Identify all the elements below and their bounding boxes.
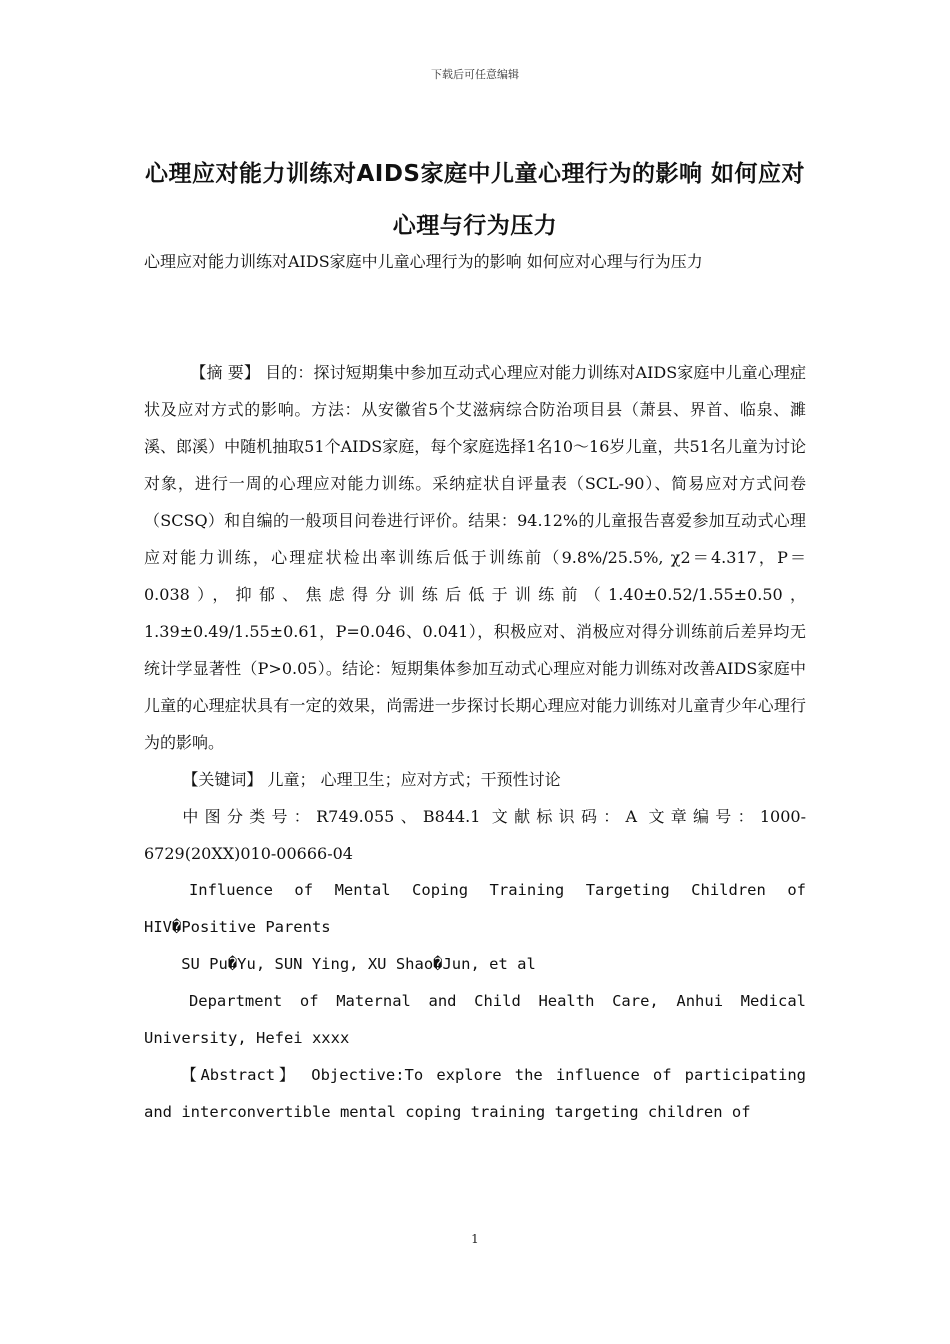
abstract-chinese: 【摘 要】 目的：探讨短期集中参加互动式心理应对能力训练对AIDS家庭中儿童心理症状及应对方式的影响。方法：从安徽省5个艾滋病综合防治项目县（萧县、界首、临泉、濉溪、郎溪）中随机抽取51个AIDS家庭，每个家庭选择1名10～16岁儿童，共51名儿童为讨论对象，进行一周的心理应对能力训练。采纳症状自评量表（SCL-90）、简易应对方式问卷（SCSQ）和自编的一般项目问卷进行评价。结果：94.12%的儿童报告喜爱参加互动式心理应对能力训练，心理症状检出率训练后低于训练前（9.8%/25.5%, χ2＝4.317，P＝0.038），抑郁、焦虑得分训练后低于训练前（1.40±0.52/1.55±0.50，1.39±0.49/1.55±0.61，P=0.046、0.041），积极应对、消极应对得分训练前后差异均无统计学显著性（P>0.05）。结论：短期集体参加互动式心理应对能力训练对改善AIDS家庭中儿童的心理症状具有一定的效果，尚需进一步探讨长期心理应对能力训练对儿童青少年心理行为的影响。 (144, 363, 806, 752)
classification-info: 中图分类号：R749.055、B844.1 文献标识码：A 文章编号：1000-6729(20XX)010-00666-04 (144, 807, 806, 863)
english-title: Influence of Mental Coping Training Targeting Children of HIV�Positive Parents (144, 881, 806, 936)
page-header-note: 下载后可任意编辑 (431, 68, 519, 81)
document-subtitle: 心理应对能力训练对AIDS家庭中儿童心理行为的影响 如何应对心理与行为压力 (144, 252, 703, 271)
english-abstract: 【Abstract】 Objective:To explore the influence of participating and interconvertible mental coping training targeting children of (144, 1066, 806, 1121)
document-title: 心理应对能力训练对AIDS家庭中儿童心理行为的影响 如何应对心理与行为压力 (144, 161, 806, 239)
english-authors: SU Pu�Yu, SUN Ying, XU Shao�Jun, et al (181, 955, 536, 973)
page-number: 1 (471, 1232, 479, 1246)
abstract-section (144, 354, 806, 1131)
english-affiliation: Department of Maternal and Child Health Care, Anhui Medical University, Hefei xxxx (144, 992, 806, 1047)
keywords: 【关键词】 儿童； 心理卫生；应对方式；干预性讨论 (182, 770, 561, 789)
